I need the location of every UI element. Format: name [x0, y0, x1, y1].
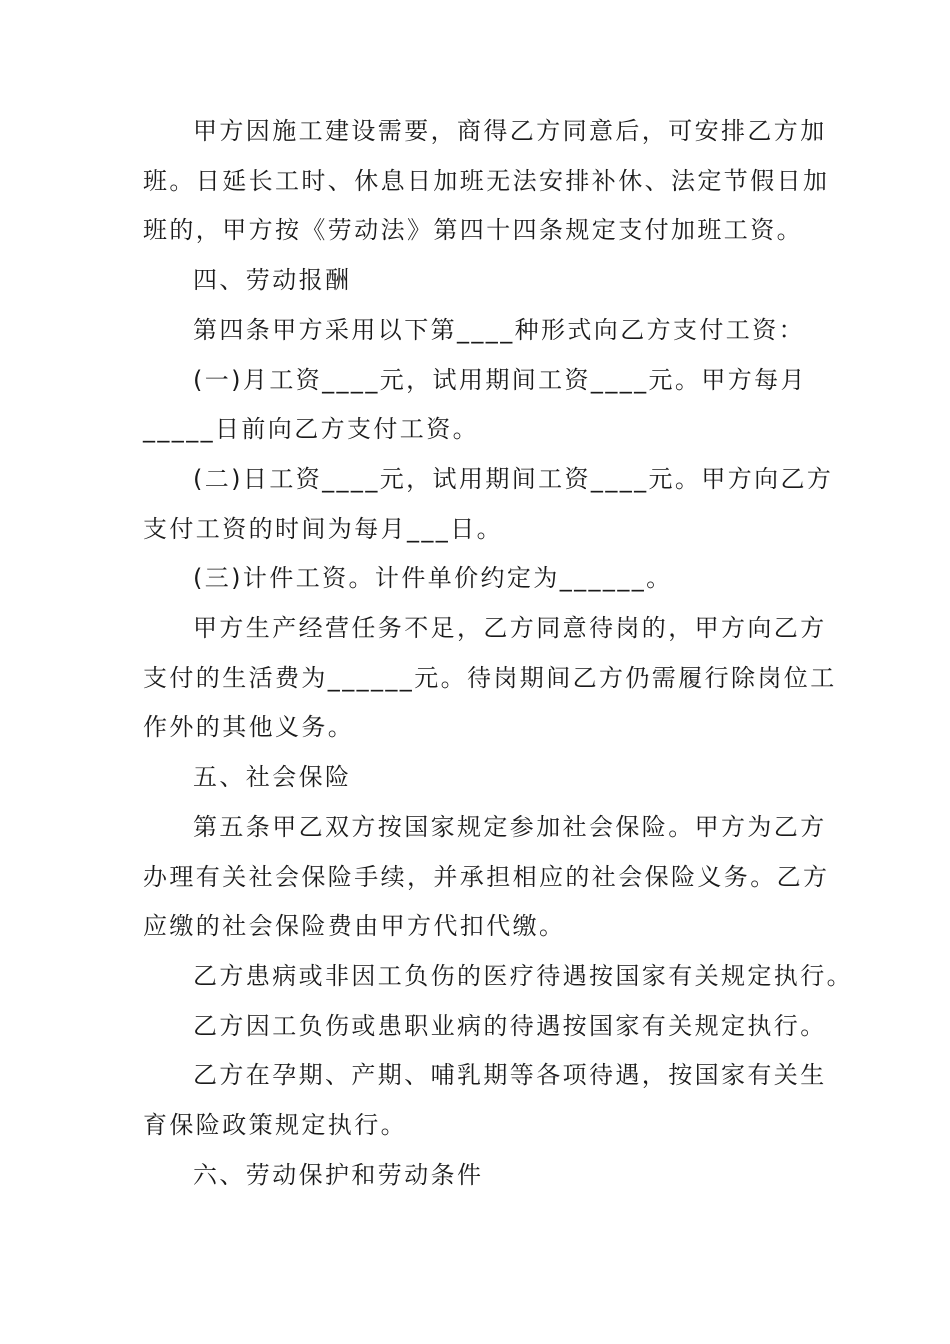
- text-line: 甲方生产经营任务不足，乙方同意待岗的，甲方向乙方: [193, 614, 827, 643]
- paragraph-standby: [143, 604, 837, 753]
- section-heading: 四、劳动报酬: [193, 266, 352, 295]
- paragraph-daily-wage: [143, 455, 834, 554]
- text-line: 应缴的社会保险费由甲方代扣代缴。: [143, 912, 566, 941]
- text-line: 乙方因工负伤或患职业病的待遇按国家有关规定执行。: [193, 1011, 827, 1040]
- text-line: 乙方患病或非因工负伤的医疗待遇按国家有关规定执行。: [193, 961, 853, 990]
- text-line: 作外的其他义务。: [143, 713, 355, 742]
- text-line: 第五条甲乙双方按国家规定参加社会保险。甲方为乙方: [193, 812, 827, 841]
- text-line: 第四条甲方采用以下第____种形式向乙方支付工资：: [193, 315, 805, 344]
- paragraph-illness: [143, 952, 853, 1002]
- text-line: (二)日工资____元，试用期间工资____元。甲方向乙方: [193, 464, 834, 493]
- section-heading-remuneration: [143, 256, 823, 306]
- text-line: (三)计件工资。计件单价约定为______。: [193, 564, 673, 593]
- section-heading: 五、社会保险: [193, 763, 352, 792]
- text-line: 支付的生活费为______元。待岗期间乙方仍需履行除岗位工: [143, 663, 837, 692]
- text-line: 班。日延长工时、休息日加班无法安排补休、法定节假日加: [143, 166, 830, 195]
- text-line: 甲方因施工建设需要，商得乙方同意后，可安排乙方加: [193, 117, 827, 145]
- paragraph-maternity: [143, 1051, 827, 1150]
- paragraph-article-5: [143, 803, 830, 952]
- paragraph-work-injury: [143, 1002, 827, 1052]
- section-heading: 六、劳动保护和劳动条件: [193, 1160, 484, 1189]
- document-body: [143, 107, 853, 1200]
- text-line: 乙方在孕期、产期、哺乳期等各项待遇，按国家有关生: [193, 1061, 827, 1090]
- text-line: 班的，甲方按《劳动法》第四十四条规定支付加班工资。: [143, 216, 803, 245]
- text-line: (一)月工资____元，试用期间工资____元。甲方每月: [193, 365, 807, 394]
- section-heading-social-insurance: [143, 753, 823, 803]
- paragraph-monthly-wage: [143, 356, 823, 455]
- text-line: 办理有关社会保险手续，并承担相应的社会保险义务。乙方: [143, 862, 830, 891]
- paragraph-overtime: [143, 107, 830, 256]
- text-line: 支付工资的时间为每月___日。: [143, 514, 503, 543]
- paragraph-piece-rate: [143, 554, 823, 604]
- section-heading-labor-protection: [143, 1151, 823, 1201]
- text-line: 育保险政策规定执行。: [143, 1111, 407, 1140]
- paragraph-article-4: [143, 306, 823, 356]
- text-line: _____日前向乙方支付工资。: [143, 415, 479, 444]
